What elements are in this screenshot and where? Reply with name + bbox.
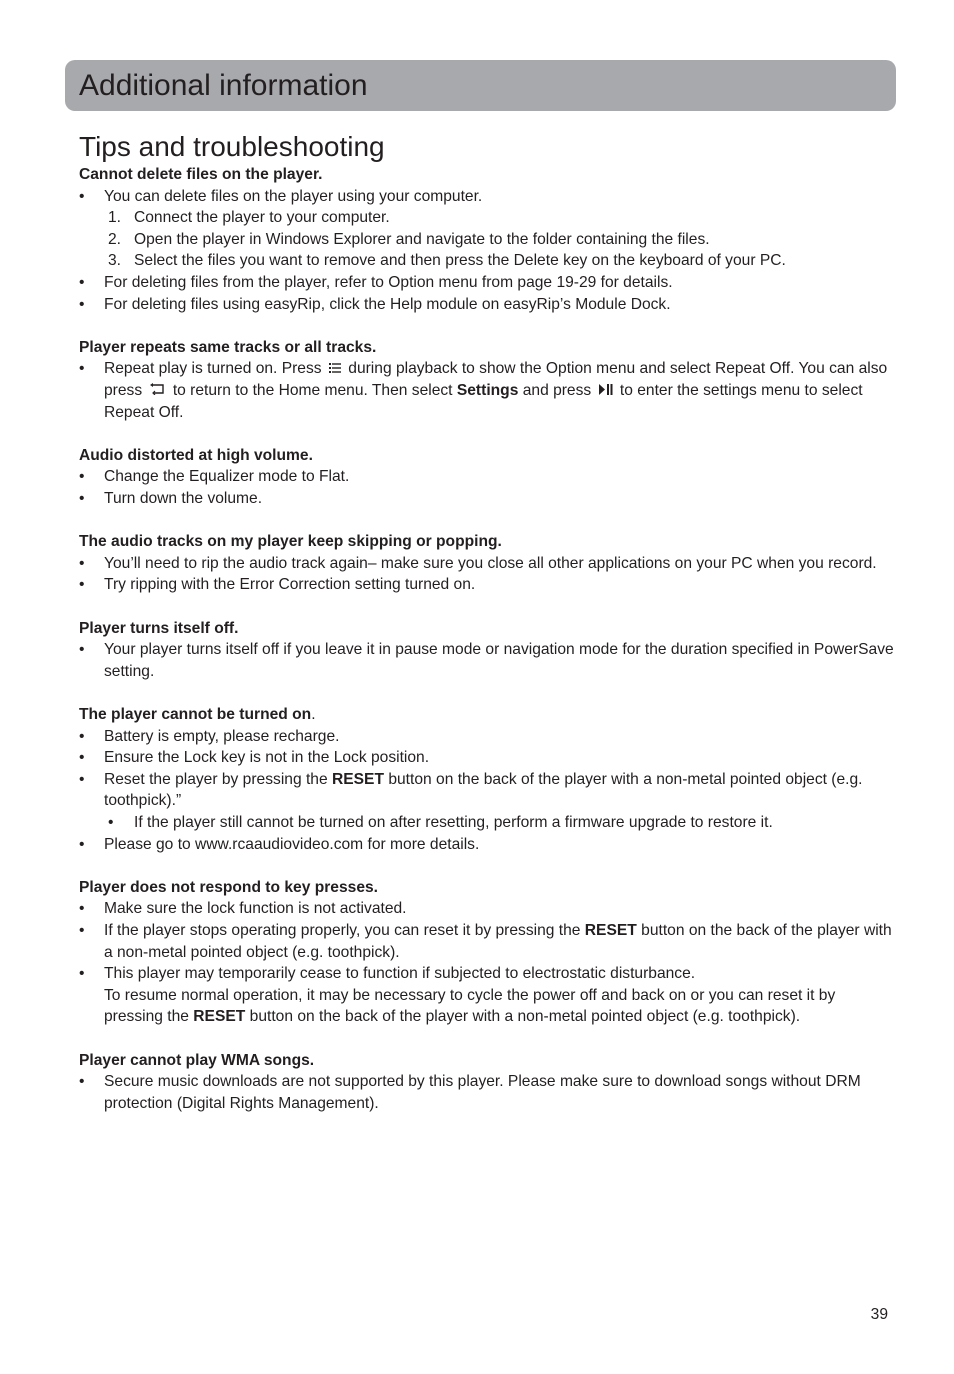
issue-heading: Player cannot play WMA songs. (79, 1051, 315, 1069)
item-text: and press (522, 382, 592, 400)
numbered-item (79, 229, 894, 251)
return-icon (149, 380, 165, 402)
troubleshoot-group-skipping (79, 531, 894, 596)
continuation-paragraph (79, 985, 894, 1028)
item-text: Connect the player to your computer. (134, 209, 390, 227)
bullet-marker: • (79, 1073, 85, 1091)
item-text: Battery is empty, please recharge. (104, 727, 340, 745)
troubleshoot-group-wma (79, 1050, 894, 1115)
sub-bullet-item (79, 812, 894, 834)
bullet-marker: • (79, 749, 85, 767)
item-text: during playback to show the Option menu and select Repeat Off. You can also press (104, 360, 888, 400)
troubleshoot-group-audio-distorted (79, 445, 894, 510)
issue-heading: Player turns itself off. (79, 619, 239, 637)
heading-suffix: . (311, 706, 316, 723)
item-text: Change the Equalizer mode to Flat. (104, 468, 350, 486)
bullet-item (79, 466, 894, 488)
bullet-item (79, 488, 894, 510)
troubleshoot-group-delete-files (79, 164, 894, 315)
bullet-item (79, 920, 894, 963)
issue-heading: The player cannot be turned on (79, 706, 312, 723)
item-text: Make sure the lock function is not activated. (104, 900, 407, 918)
item-text: For deleting files using easyRip, click the Help module on easyRip’s Module Dock. (104, 295, 671, 313)
issue-heading: Player repeats same tracks or all tracks. (79, 338, 377, 356)
bullet-item (79, 639, 894, 682)
troubleshooting-content (79, 164, 894, 1136)
troubleshoot-group-cannot-turn-on (79, 704, 894, 855)
issue-heading-line (79, 704, 894, 726)
bullet-marker: • (79, 835, 85, 853)
bullet-item (79, 358, 894, 423)
bullet-item (79, 553, 894, 575)
bullet-item (79, 834, 894, 856)
section-title: Tips and troubleshooting (79, 131, 385, 162)
issue-heading: Cannot delete files on the player. (79, 166, 323, 183)
bullet-marker: • (79, 490, 85, 508)
item-text: Secure music downloads are not supported by this player. Please make sure to download songs without DRM protection (Digital Rights Management). (104, 1073, 861, 1112)
number-marker: 3. (108, 252, 122, 270)
item-text: You’ll need to rip the audio track again– make sure you close all other applications on your PC when you record. (104, 554, 877, 572)
bullet-marker: • (79, 921, 85, 939)
bullet-item (79, 963, 894, 985)
item-text: button on the back of the player with a non-metal pointed object (e.g. toothpick). (104, 921, 892, 961)
item-text: If the player stops operating properly, you can reset it by pressing the (104, 921, 581, 939)
chapter-banner (65, 60, 896, 111)
bullet-marker: • (79, 576, 85, 594)
item-text: Repeat play is turned on. Press (104, 360, 322, 378)
number-marker: 2. (108, 230, 122, 248)
item-text: Ensure the Lock key is not in the Lock position. (104, 749, 430, 767)
numbered-item (79, 207, 894, 229)
troubleshoot-group-no-response (79, 877, 894, 1028)
issue-heading: Player does not respond to key presses. (79, 878, 378, 896)
bullet-item (79, 294, 894, 316)
reset-label: RESET (331, 770, 384, 788)
item-text: Open the player in Windows Explorer and navigate to the folder containing the files. (134, 230, 710, 248)
item-text: Try ripping with the Error Correction setting turned on. (104, 576, 476, 594)
item-text: button on the back of the player with a non-metal pointed object (e.g. toothpick). (249, 1008, 801, 1026)
bullet-marker: • (79, 770, 85, 788)
item-text: button on the back of the player with a non-metal pointed object (e.g. toothpick).” (104, 770, 863, 810)
bullet-marker: • (79, 554, 85, 572)
numbered-item (79, 250, 894, 272)
reset-label: RESET (584, 921, 637, 939)
item-text: You can delete files on the player using your computer. (104, 187, 483, 205)
play-pause-icon (599, 380, 613, 402)
item-text: This player may temporarily cease to function if subjected to electrostatic disturbance. (104, 965, 696, 983)
item-text: to return to the Home menu. Then select (172, 382, 453, 400)
settings-label: Settings (456, 382, 519, 400)
item-text: Reset the player by pressing the (104, 770, 328, 788)
bullet-marker: • (79, 360, 85, 378)
issue-heading: Audio distorted at high volume. (79, 446, 313, 464)
menu-icon (329, 358, 341, 380)
bullet-marker: • (79, 965, 85, 983)
bullet-item (79, 574, 894, 596)
bullet-item (79, 769, 894, 812)
bullet-marker: • (108, 813, 114, 831)
number-marker: 1. (108, 209, 122, 227)
bullet-marker: • (79, 295, 85, 313)
bullet-marker: • (79, 273, 85, 291)
item-text: To resume normal operation, it may be necessary to cycle the power off and back on or you can reset it by pressing the (104, 986, 836, 1026)
reset-label: RESET (193, 1008, 246, 1026)
bullet-item (79, 726, 894, 748)
item-text: Your player turns itself off if you leave it in pause mode or navigation mode for the duration specified in PowerSave setting. (104, 641, 894, 680)
bullet-marker: • (79, 187, 85, 205)
item-text: Select the files you want to remove and then press the Delete key on the keyboard of your PC. (134, 252, 786, 270)
bullet-item (79, 747, 894, 769)
bullet-marker: • (79, 641, 85, 659)
item-text: For deleting files from the player, refer to Option menu from page 19-29 for details. (104, 273, 673, 291)
bullet-marker: • (79, 468, 85, 486)
issue-heading: The audio tracks on my player keep skipping or popping. (79, 533, 502, 551)
item-text: Please go to www.rcaaudiovideo.com for more details. (104, 835, 480, 853)
chapter-title: Additional information (79, 69, 368, 102)
bullet-marker: • (79, 900, 85, 918)
item-text: If the player still cannot be turned on after resetting, perform a firmware upgrade to restore it. (134, 813, 773, 831)
bullet-marker: • (79, 727, 85, 745)
troubleshoot-group-turns-off (79, 618, 894, 683)
item-text: to enter the settings menu to select Repeat Off. (104, 382, 863, 421)
bullet-item (79, 898, 894, 920)
bullet-item (79, 1071, 894, 1114)
troubleshoot-group-repeat (79, 337, 894, 424)
page-number: 39 (870, 1306, 888, 1323)
bullet-item (79, 272, 894, 294)
bullet-item (79, 186, 894, 208)
item-text: Turn down the volume. (104, 490, 263, 508)
